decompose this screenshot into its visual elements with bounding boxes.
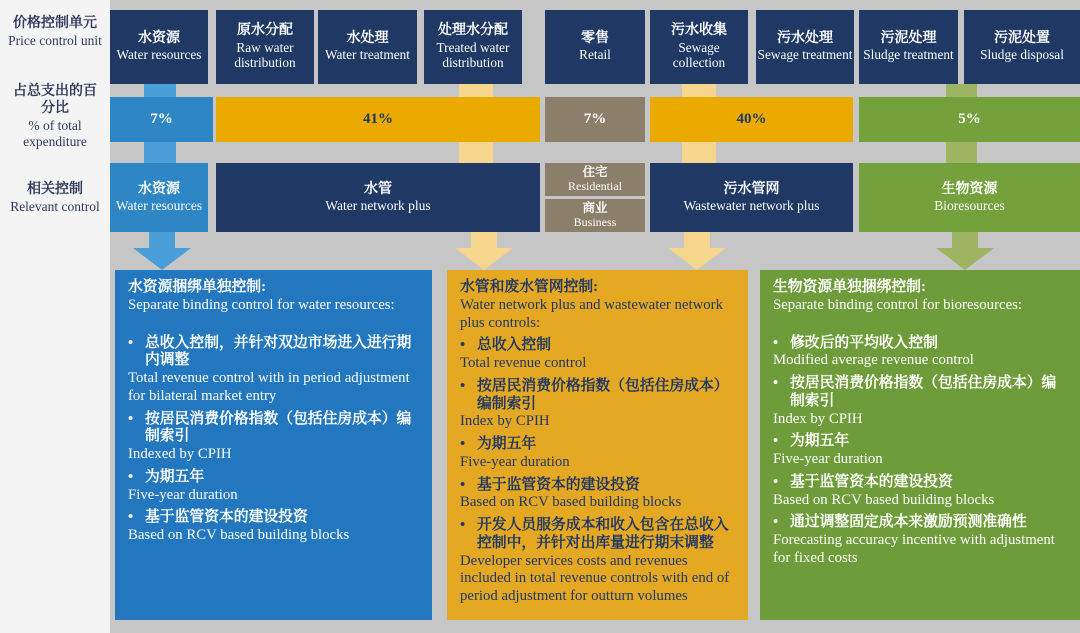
bullet-en: Based on RCV based building blocks [773,491,995,508]
unit-en: Sewage treatment [757,47,853,63]
row-label-zh: 相关控制 [27,182,83,197]
control-zh: 住宅 [582,165,608,180]
control-en: Water network plus [325,197,431,213]
unit-en: Treated water distribution [436,39,510,71]
unit-en: Sewage collection [672,39,726,71]
unit-box-treated-water-distribution [424,10,522,84]
row-label-price-control-unit [0,16,110,49]
bullet-item [773,474,1067,510]
bullet-zh: 总收入控制，并针对双边市场进入进行期内调整 [145,334,412,369]
spacer [128,315,419,330]
bullet-item [460,477,735,513]
bullet-icon [460,337,477,355]
bullet-zh: 为期五年 [477,436,537,452]
down-arrow-water-icon [133,232,191,270]
control-box-water-network-plus [216,163,540,232]
bullet-en: Five-year duration [128,486,238,503]
unit-zh: 处理水分配 [438,23,508,39]
unit-en: Raw water distribution [234,39,296,71]
bullet-icon [460,477,477,495]
bullet-zh: 通过调整固定成本来激励预测准确性 [790,514,1027,531]
band-label: 41% [363,111,393,127]
unit-en: Water resources [116,47,202,63]
bullet-item [773,375,1067,428]
bullet-icon [773,433,790,451]
unit-box-sludge-disposal [964,10,1080,84]
control-box-wastewater-network-plus [650,163,853,232]
band-label: 40% [736,111,767,127]
unit-zh: 污泥处置 [994,31,1050,47]
bullet-icon [460,517,477,553]
bullet-zh: 开发人员服务成本和收入包含在总收入控制中，并针对出库量进行期末调整 [477,517,729,551]
bullet-icon [773,474,790,492]
bullet-en: Total revenue control [460,355,587,371]
bullet-en: Index by CPIH [460,413,550,430]
panel-water-resources-control [115,270,432,620]
bullet-zh: 基于监管资本的建设投资 [145,509,308,526]
band-5pct [859,97,1080,142]
bullet-icon [128,509,145,527]
spacer [773,315,1067,330]
panel-network-plus-controls [447,270,748,620]
bullet-item [460,436,735,472]
bullet-item [128,509,419,545]
control-en: Water resources [115,197,203,213]
unit-en: Water treatment [325,47,410,63]
panel-heading-en: Separate binding control for water resources: [128,296,395,313]
bullet-zh: 修改后的平均收入控制 [790,334,938,351]
bullet-en: Indexed by CPIH [128,446,232,462]
down-arrow-bio-icon [936,232,994,270]
bullet-en: Five-year duration [773,451,883,467]
unit-box-water-resources [110,10,208,84]
unit-box-sewage-collection [650,10,748,84]
unit-en: Sludge treatment [863,47,954,63]
panel-heading-zh: 水管和废水管网控制: [460,279,599,295]
bullet-zh: 按居民消费价格指数（包括住房成本）编制索引 [790,375,1057,409]
unit-en: Retail [579,47,611,63]
control-zh: 生物资源 [941,181,998,197]
control-zh: 水资源 [138,181,180,197]
bullet-item [773,433,1067,469]
bullet-zh: 基于监管资本的建设投资 [477,476,640,493]
bullet-item [773,514,1067,567]
bullet-zh: 为期五年 [790,433,850,450]
control-box-bioresources [859,163,1080,232]
bullet-item [128,411,419,464]
unit-zh: 污泥处理 [880,31,937,47]
control-zh: 水管 [364,181,392,197]
bullet-en: Forecasting accuracy incentive with adjustment for fixed costs [773,532,1055,566]
bullet-en: Developer services costs and revenues included in total revenue controls with end of period adjustment for outturn volumes [460,552,730,604]
bullet-en: Five-year duration [460,453,570,470]
band-41pct [216,97,540,142]
row-label-en: Relevant control [10,198,100,214]
bullet-item [773,335,1067,371]
control-zh: 商业 [582,201,608,216]
bullet-item [460,337,735,373]
band-label: 7% [150,111,173,127]
unit-zh: 水处理 [346,31,389,47]
bullet-icon [460,436,477,454]
unit-box-sewage-treatment [756,10,854,84]
band-7pct-retail [545,97,645,142]
row-label-relevant-control [0,182,110,215]
band-label: 5% [958,111,981,127]
control-en: Wastewater network plus [683,197,820,213]
bullet-icon [128,335,145,371]
row-label-en: % of total expenditure [23,117,87,149]
row-label-zh: 占总支出的百分比 [13,84,97,116]
unit-box-retail [545,10,645,84]
panel-heading-en: Water network plus and wastewater network plus controls: [460,296,724,331]
control-en: Bioresources [934,197,1005,213]
panel-heading-zh: 生物资源单独捆绑控制: [773,279,926,295]
unit-zh: 水资源 [138,31,180,47]
unit-zh: 污水收集 [671,23,727,39]
unit-zh: 原水分配 [237,23,293,39]
row-label-zh: 价格控制单元 [13,16,97,31]
bullet-icon [460,378,477,414]
control-box-business [545,199,645,232]
bullet-icon [128,469,145,487]
bullet-item [128,335,419,406]
bullet-en: Index by CPIH [773,410,863,427]
unit-zh: 污水处理 [777,31,833,47]
down-arrow-wastewater-icon [668,232,726,270]
bullet-zh: 基于监管资本的建设投资 [790,473,953,490]
bullet-icon [773,335,790,353]
unit-en: Sludge disposal [980,47,1064,63]
band-40pct [650,97,853,142]
bullet-en: Based on RCV based building blocks [460,494,682,511]
unit-box-water-treatment [318,10,417,84]
control-box-residential [545,163,645,196]
band-7pct-water [110,97,213,142]
bullet-en: Total revenue control with in period adjustment for bilateral market entry [128,370,410,404]
bullet-icon [773,514,790,532]
bullet-item [128,469,419,505]
unit-zh: 零售 [581,31,609,47]
bullet-item [460,517,735,606]
row-label-pct-expenditure [0,84,110,150]
control-en: Residential [568,178,622,193]
panel-heading-en: Separate binding control for bioresources: [773,296,1023,313]
bullet-zh: 总收入控制 [477,337,551,354]
bullet-en: Based on RCV based building blocks [128,527,350,543]
bullet-icon [773,375,790,411]
unit-box-raw-water-distribution [216,10,314,84]
control-en: Business [573,214,617,229]
control-zh: 污水管网 [723,181,780,197]
unit-box-sludge-treatment [859,10,958,84]
bullet-zh: 按居民消费价格指数（包括住房成本）编制索引 [145,410,412,445]
bullet-zh: 按居民消费价格指数（包括住房成本）编制索引 [477,377,729,412]
bullet-icon [128,411,145,447]
down-arrow-network-icon [455,232,513,270]
bullet-item [460,378,735,431]
row-label-en: Price control unit [8,32,102,48]
control-box-water-resources [110,163,208,232]
bullet-en: Modified average revenue control [773,352,974,369]
bullet-zh: 为期五年 [145,468,205,485]
panel-heading-zh: 水资源捆绑单独控制: [128,279,267,295]
panel-bioresources-control [760,270,1080,620]
band-label: 7% [583,111,607,127]
